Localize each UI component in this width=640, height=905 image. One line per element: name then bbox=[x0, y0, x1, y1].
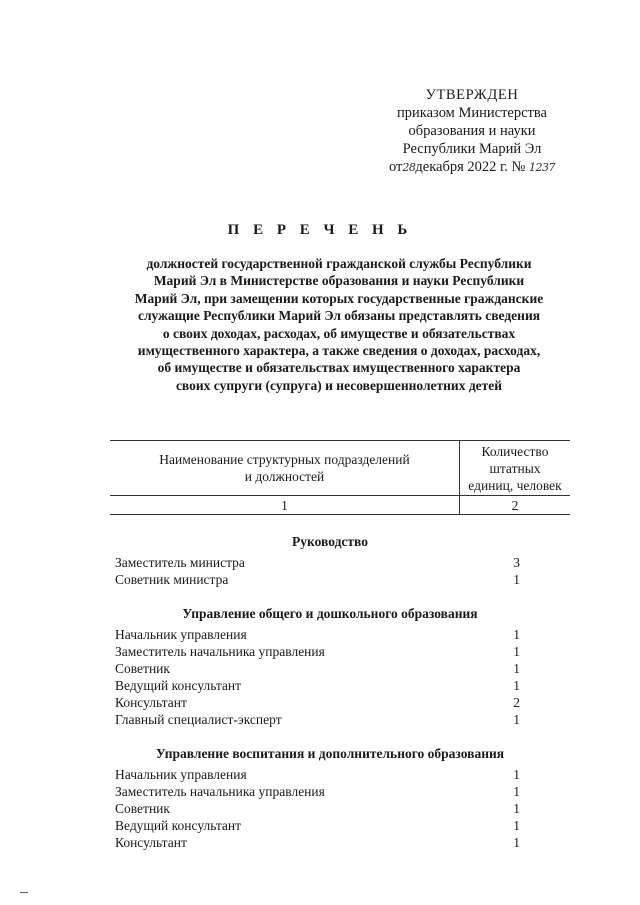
document-title: П Е Р Е Ч Е Н Ь bbox=[227, 222, 413, 238]
table-row: Главный специалист-эксперт 1 bbox=[115, 712, 520, 727]
table-row: Заместитель министра 3 bbox=[115, 555, 520, 570]
subtitle-line: имущественного характера, а также сведения о доходах, расходах, bbox=[137, 343, 541, 359]
section-title: Управление общего и дошкольного образования bbox=[182, 606, 478, 621]
subtitle-line: об имуществе и обязательствах имущественного характера bbox=[157, 360, 521, 376]
subtitle-line: должностей государственной гражданской службы Республики bbox=[146, 256, 532, 271]
handwritten-day: 28 bbox=[402, 161, 416, 174]
positions-list bbox=[115, 533, 520, 868]
section-general-education bbox=[115, 605, 520, 728]
approval-line-1: приказом Министерства bbox=[397, 105, 547, 121]
date-prefix: от bbox=[388, 159, 403, 175]
approval-order-line bbox=[372, 158, 572, 177]
document-subtitle bbox=[110, 255, 568, 394]
subtitle-line: о своих доходах, расходах, об имуществе и обязательствах bbox=[162, 325, 516, 341]
section-leadership bbox=[115, 533, 520, 588]
table-row: Ведущий консультант 1 bbox=[115, 818, 520, 833]
table-row: Заместитель начальника управления 1 bbox=[115, 644, 520, 659]
approval-line-2: образования и науки bbox=[408, 123, 536, 139]
column-header-name: Наименование структурных подразделений и должностей bbox=[110, 441, 460, 496]
table-row: Заместитель начальника управления 1 bbox=[115, 784, 520, 799]
table-row: Начальник управления 1 bbox=[115, 627, 520, 642]
table-row: Ведущий консультант 1 bbox=[115, 678, 520, 693]
handwritten-order-number: 1237 bbox=[529, 161, 556, 174]
table-row: Советник 1 bbox=[115, 661, 520, 676]
table-row: Советник министра 1 bbox=[115, 572, 520, 587]
approval-heading: УТВЕРЖДЕН bbox=[425, 87, 519, 103]
subtitle-line: своих супруги (супруга) и несовершеннолетних детей bbox=[175, 377, 503, 393]
date-rest: декабря 2022 г. № bbox=[415, 159, 526, 175]
table-row: Начальник управления 1 bbox=[115, 767, 520, 782]
subtitle-line: Марий Эл, при замещении которых государственные гражданские bbox=[134, 290, 544, 306]
section-upbringing-education bbox=[115, 745, 520, 851]
positions-table-header bbox=[110, 440, 570, 515]
approval-stamp bbox=[372, 86, 572, 177]
table-row: Консультант 1 bbox=[115, 835, 520, 850]
approval-line-3: Республики Марий Эл bbox=[402, 141, 542, 157]
scan-mark bbox=[20, 892, 28, 893]
column-header-count: Количество штатных единиц, человек bbox=[460, 441, 571, 496]
subtitle-line: Марий Эл в Министерстве образования и науки Республики bbox=[153, 273, 525, 289]
section-title: Руководство bbox=[292, 534, 368, 549]
column-number-1: 1 bbox=[110, 496, 460, 515]
table-row: Консультант 2 bbox=[115, 695, 520, 710]
subtitle-line: служащие Республики Марий Эл обязаны представлять сведения bbox=[137, 308, 541, 324]
column-number-2: 2 bbox=[460, 496, 571, 515]
table-row: Советник 1 bbox=[115, 801, 520, 816]
section-title: Управление воспитания и дополнительного образования bbox=[155, 746, 505, 761]
